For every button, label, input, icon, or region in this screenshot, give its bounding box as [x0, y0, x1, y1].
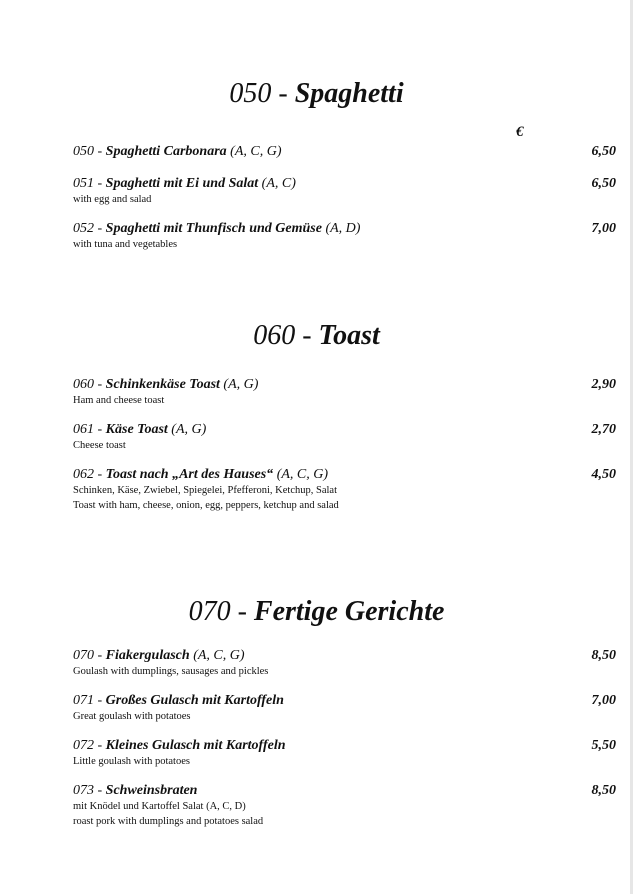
item-name: Fiakergulasch: [105, 648, 190, 663]
item-name: Spaghetti Carbonara: [105, 144, 227, 159]
menu-item-071: 071 - Großes Gulasch mit Kartoffeln Great goulash with potatoes 7,00: [73, 693, 616, 722]
item-price: 8,50: [591, 783, 616, 798]
item-price: 2,90: [591, 377, 616, 392]
item-price: 8,50: [591, 648, 616, 663]
item-price: 2,70: [591, 422, 616, 437]
item-description: Great goulash with potatoes: [73, 711, 191, 722]
menu-item-062: 062 - Toast nach „Art des Hauses“ (A, C, G) Schinken, Käse, Zwiebel, Spiegelei, Pfefferoni, Ketchup, Salat Toast with ham, cheese, onion, egg, peppers, ketchup and salad 4,50: [73, 467, 616, 511]
menu-item-072: 072 - Kleines Gulasch mit Kartoffeln Little goulash with potatoes 5,50: [73, 738, 616, 767]
menu-item-051: 051 - Spaghetti mit Ei und Salat (A, C) with egg and salad 6,50: [73, 176, 616, 205]
item-price: 5,50: [591, 738, 616, 753]
item-name: Schinkenkäse Toast: [105, 377, 220, 392]
menu-item-070: 070 - Fiakergulasch (A, C, G) Goulash with dumplings, sausages and pickles 8,50: [73, 648, 616, 677]
item-name: Toast nach „Art des Hauses“: [105, 467, 274, 482]
item-description: with tuna and vegetables: [73, 239, 178, 250]
menu-item-060: 060 - Schinkenkäse Toast (A, G) Ham and cheese toast 2,90: [73, 377, 616, 406]
item-description-en: roast pork with dumplings and potatoes salad: [73, 816, 264, 827]
item-description: Goulash with dumplings, sausages and pickles: [73, 666, 269, 677]
item-price: 7,00: [591, 693, 616, 708]
item-description: Schinken, Käse, Zwiebel, Spiegelei, Pfefferoni, Ketchup, Salat: [73, 485, 337, 496]
item-name: Spaghetti mit Ei und Salat: [105, 176, 259, 191]
item-name: Käse Toast: [105, 422, 168, 437]
item-description-en: Toast with ham, cheese, onion, egg, peppers, ketchup and salad: [73, 500, 339, 511]
item-price: 7,00: [591, 221, 616, 236]
item-description: Ham and cheese toast: [73, 395, 165, 406]
currency-symbol: €: [516, 124, 524, 140]
section-title-fertige-gerichte: 070 - Fertige Gerichte: [188, 596, 445, 627]
item-description: Little goulash with potatoes: [73, 756, 190, 767]
menu-item-073: 073 - Schweinsbraten mit Knödel und Kartoffel Salat (A, C, D) roast pork with dumplings and potatoes salad 8,50: [73, 783, 616, 827]
item-name: Schweinsbraten: [105, 783, 198, 798]
menu-item-050: 050 - Spaghetti Carbonara (A, C, G) 6,50: [73, 144, 616, 159]
item-description: with egg and salad: [73, 194, 152, 205]
item-price: 6,50: [591, 176, 616, 191]
item-description: mit Knödel und Kartoffel Salat (A, C, D): [73, 801, 246, 812]
item-description: Cheese toast: [73, 440, 126, 451]
section-title-spaghetti: 050 - Spaghetti: [229, 78, 404, 109]
menu-item-061: 061 - Käse Toast (A, G) Cheese toast 2,70: [73, 422, 616, 451]
item-price: 4,50: [591, 467, 616, 482]
menu-item-052: 052 - Spaghetti mit Thunfisch und Gemüse (A, D) with tuna and vegetables 7,00: [73, 221, 616, 250]
item-name: Spaghetti mit Thunfisch und Gemüse: [105, 221, 322, 236]
item-name: Großes Gulasch mit Kartoffeln: [105, 693, 284, 708]
section-title-toast: 060 - Toast: [253, 320, 380, 351]
item-price: 6,50: [591, 144, 616, 159]
item-name: Kleines Gulasch mit Kartoffeln: [105, 738, 286, 753]
